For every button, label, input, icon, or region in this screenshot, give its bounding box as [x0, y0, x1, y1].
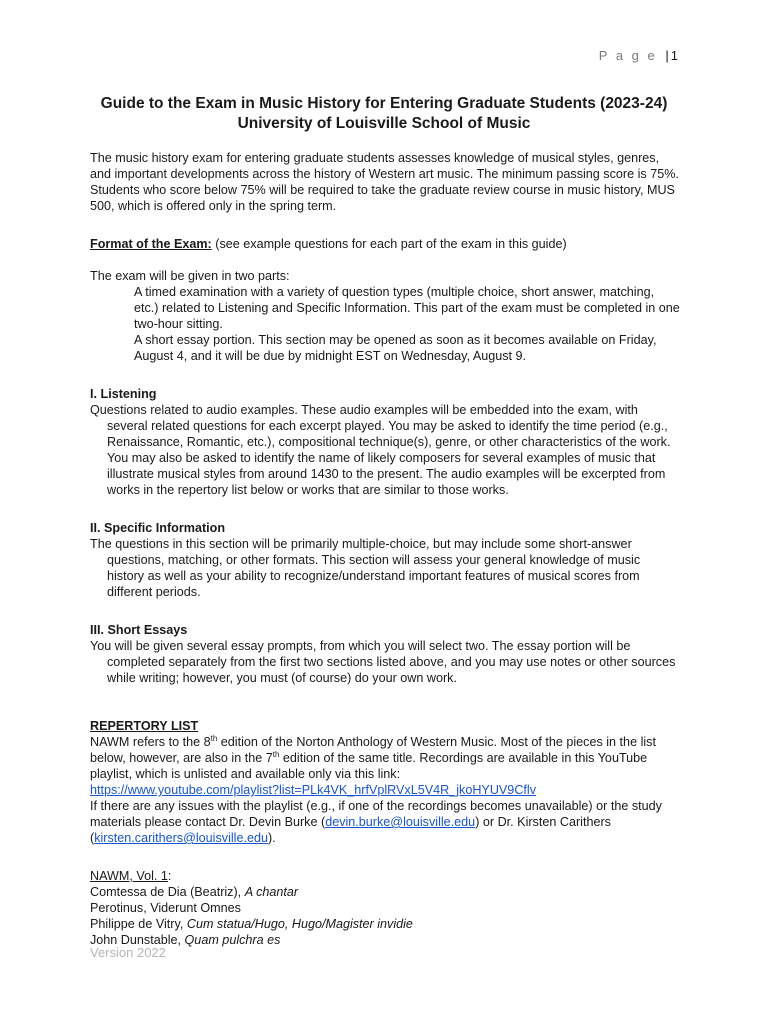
- email-link-burke[interactable]: devin.burke@louisville.edu: [325, 815, 476, 829]
- section-body-listening: Questions related to audio examples. These audio examples will be embedded into the exam, with several related questions for each excerpt played. You may be asked to identify the time period (e.g., Renaissance, Romantic, etc.), compositional technique(s), genre, or other characteristics of the work. You may also be asked to identify the name of likely composers for several examples of music that illustrate musical styles from around 1430 to the present. The audio examples will be excerpted from works in the repertory list below or works that are similar to those works.: [90, 403, 671, 497]
- repertory-sup-1: th: [210, 733, 218, 743]
- contact-text-c: ).: [267, 831, 276, 845]
- format-part-2: A short essay portion. This section may be opened as soon as it becomes available on Friday, August 4, and it will be due by midnight EST on Wednesday, August 9.: [134, 333, 657, 363]
- section-heading-listening: I. Listening: [90, 387, 157, 401]
- repertory-item-work: Cum statua/Hugo, Hugo/Magister invidie: [186, 917, 413, 931]
- repertory-sup-2: th: [272, 749, 280, 759]
- intro-paragraph: The music history exam for entering graduate students assesses knowledge of musical styles, genres, and important developments across the history of Western art music. The minimum passing score is 75%. Students who score below 75% will be required to take the graduate review course in music history, MUS 500, which is offered only in the spring term.: [90, 151, 679, 213]
- section-heading-specific-information: II. Specific Information: [90, 521, 226, 535]
- document-title: [80, 94, 688, 134]
- repertory-text-c: edition of the same title. Recordings are available in this YouTube playlist, which is unlisted and available only via this link:: [90, 751, 648, 781]
- repertory-item-composer: Comtessa de Dia (Beatriz),: [90, 885, 245, 899]
- repertory-item-work: A chantar: [244, 885, 299, 899]
- repertory-item: [90, 932, 680, 948]
- document-body: [90, 150, 680, 948]
- contact-text-a: If there are any issues with the playlist (e.g., if one of the recordings becomes unavailable) or the study materials please contact Dr. Devin Burke (: [90, 799, 662, 829]
- repertory-item-composer: Philippe de Vitry,: [90, 917, 187, 931]
- nawm-volume-label: NAWM, Vol. 1: [90, 869, 168, 883]
- format-note: (see example questions for each part of the exam in this guide): [211, 237, 567, 251]
- repertory-item: [90, 884, 680, 900]
- page-number: [599, 48, 678, 64]
- repertory-item-work: Quam pulchra es: [184, 933, 281, 947]
- repertory-intro: [90, 734, 680, 798]
- playlist-link[interactable]: https://www.youtube.com/playlist?list=PLk4VK_hrfVplRVxL5V4R_jkoHYUV9Cflv: [90, 783, 537, 797]
- section-heading-short-essays: III. Short Essays: [90, 623, 188, 637]
- title-line-2: University of Louisville School of Music: [237, 115, 531, 132]
- repertory-item: [90, 916, 680, 932]
- version-footer: Version 2022: [90, 945, 166, 960]
- email-link-carithers[interactable]: kirsten.carithers@louisville.edu: [94, 831, 268, 845]
- repertory-item: [90, 900, 680, 916]
- section-body-specific-information: The questions in this section will be primarily multiple-choice, but may include some short-answer questions, matching, or other formats. This section will assess your general knowledge of music history as well as your ability to recognize/understand important features of musical scores from different periods.: [90, 537, 641, 599]
- repertory-text-a: NAWM refers to the 8: [90, 735, 211, 749]
- nawm-volume-heading: [90, 868, 680, 884]
- contact-text-b: ) or Dr. Kirsten Carithers (: [90, 815, 611, 845]
- repertory-item-composer: John Dunstable,: [90, 933, 185, 947]
- format-paragraph: [90, 236, 680, 252]
- repertory-item-composer: Perotinus, Viderunt Omnes: [90, 901, 241, 915]
- format-parts-list: [134, 284, 680, 364]
- page-separator: |: [665, 48, 669, 63]
- page-number-value: 1: [670, 48, 678, 63]
- format-lead: The exam will be given in two parts:: [90, 269, 290, 283]
- section-body-short-essays: You will be given several essay prompts, from which you will select two. The essay portion will be completed separately from the first two sections listed above, and you may use notes or other sources while writing; however, you must (of course) do your own work.: [90, 639, 676, 685]
- contact-paragraph: [90, 798, 680, 846]
- repertory-heading: REPERTORY LIST: [90, 719, 199, 733]
- title-line-1: Guide to the Exam in Music History for Entering Graduate Students (2023-24): [100, 95, 668, 112]
- page-label: P a g e: [598, 48, 658, 63]
- format-part-1: A timed examination with a variety of question types (multiple choice, short answer, matching, etc.) related to Listening and Specific Information. This part of the exam must be completed in one two-hour sitting.: [134, 285, 680, 331]
- format-heading: Format of the Exam:: [90, 237, 212, 251]
- repertory-text-b: edition of the Norton Anthology of Western Music. Most of the pieces in the list below, however, are also in the 7: [90, 735, 656, 765]
- nawm-volume-colon: :: [167, 869, 172, 883]
